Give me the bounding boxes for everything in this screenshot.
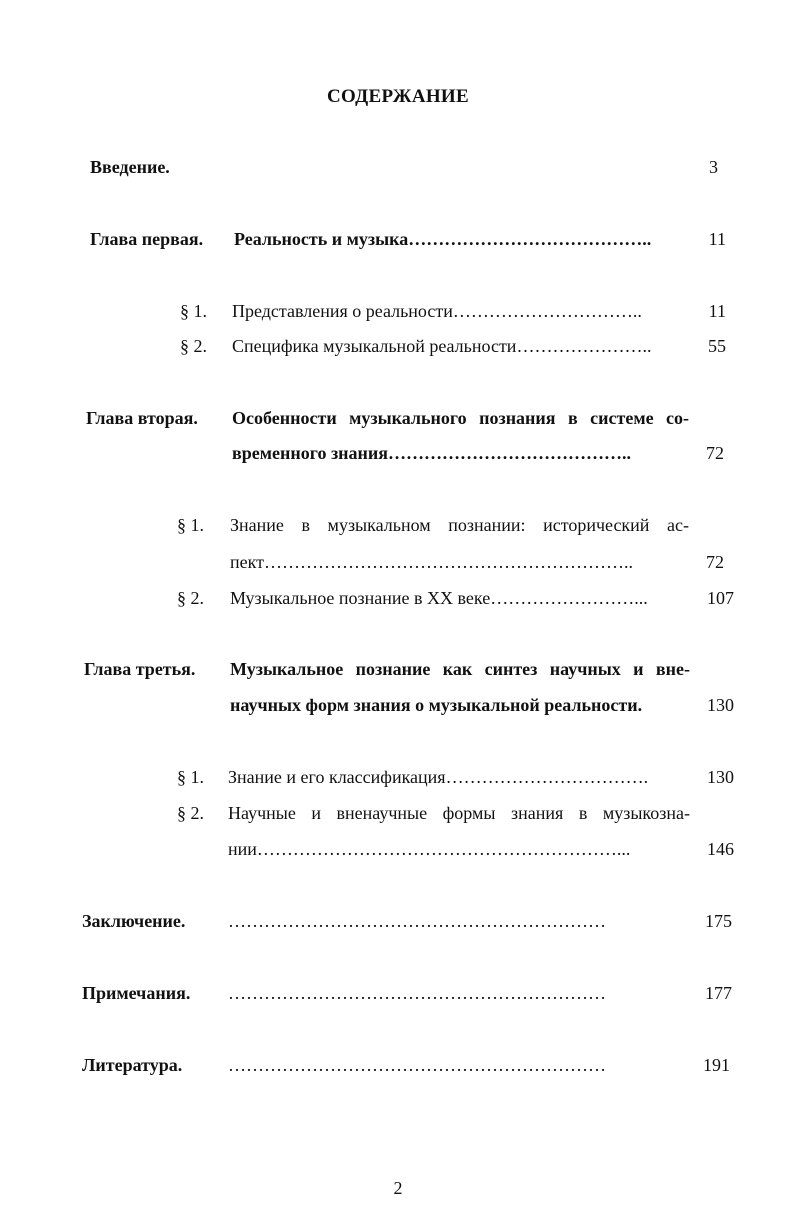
literature-page: 191 xyxy=(703,1055,730,1075)
chapter3-title-line1: Музыкальное познание как синтез научных и вне- xyxy=(230,659,690,679)
ch2-sec2-num: § 2. xyxy=(177,588,204,608)
notes-label: Примечания. xyxy=(82,983,191,1003)
intro-label: Введение. xyxy=(90,157,170,177)
chapter3-title-line2: научных форм знания о музыкальной реальности. xyxy=(230,695,643,715)
literature-dots: ……………………………………………………… xyxy=(228,1055,606,1075)
ch1-sec1-page: 11 xyxy=(708,301,726,321)
literature-label: Литература. xyxy=(82,1055,183,1075)
chapter3-page: 130 xyxy=(707,695,734,715)
ch1-sec1-num: § 1. xyxy=(180,301,207,321)
ch2-sec2-page: 107 xyxy=(707,588,734,608)
intro-page: 3 xyxy=(709,157,718,177)
ch3-sec1-title: Знание и его классификация……………………………. xyxy=(228,767,649,787)
ch3-sec2-line2: нии……………………………………………………... xyxy=(228,839,631,859)
notes-dots: ……………………………………………………… xyxy=(228,983,606,1003)
chapter2-title-line1: Особенности музыкального познания в системе со- xyxy=(232,408,689,428)
ch2-sec1-num: § 1. xyxy=(177,515,204,535)
ch3-sec1-num: § 1. xyxy=(177,767,204,787)
chapter3-label: Глава третья. xyxy=(84,659,196,679)
chapter1-label: Глава первая. xyxy=(90,229,204,249)
page-number: 2 xyxy=(393,1178,403,1198)
conclusion-page: 175 xyxy=(705,911,732,931)
page-title: СОДЕРЖАНИЕ xyxy=(327,86,469,107)
ch2-sec1-page: 72 xyxy=(706,552,724,572)
ch1-sec2-num: § 2. xyxy=(180,336,207,356)
ch2-sec2-title: Музыкальное познание в XX веке……………………... xyxy=(230,588,648,608)
chapter2-label: Глава вторая. xyxy=(86,408,198,428)
ch1-sec2-title: Специфика музыкальной реальности………………….. xyxy=(232,336,652,356)
chapter1-page: 11 xyxy=(708,229,726,249)
notes-page: 177 xyxy=(705,983,732,1003)
chapter2-page: 72 xyxy=(706,443,724,463)
ch1-sec1-title: Представления о реальности………………………….. xyxy=(232,301,642,321)
chapter2-title-line2: временного знания………………………………….. xyxy=(232,443,632,463)
conclusion-dots: ……………………………………………………… xyxy=(228,911,606,931)
ch2-sec1-line2: пект…………………………………………………….. xyxy=(230,552,633,572)
ch3-sec2-num: § 2. xyxy=(177,803,204,823)
ch3-sec2-page: 146 xyxy=(707,839,734,859)
ch2-sec1-line1: Знание в музыкальном познании: исторический ас- xyxy=(230,515,689,535)
ch1-sec2-page: 55 xyxy=(708,336,726,356)
ch3-sec1-page: 130 xyxy=(707,767,734,787)
ch3-sec2-line1: Научные и вненаучные формы знания в музыкозна- xyxy=(228,803,690,823)
chapter1-title: Реальность и музыка………………………………….. xyxy=(234,229,652,249)
conclusion-label: Заключение. xyxy=(82,911,186,931)
